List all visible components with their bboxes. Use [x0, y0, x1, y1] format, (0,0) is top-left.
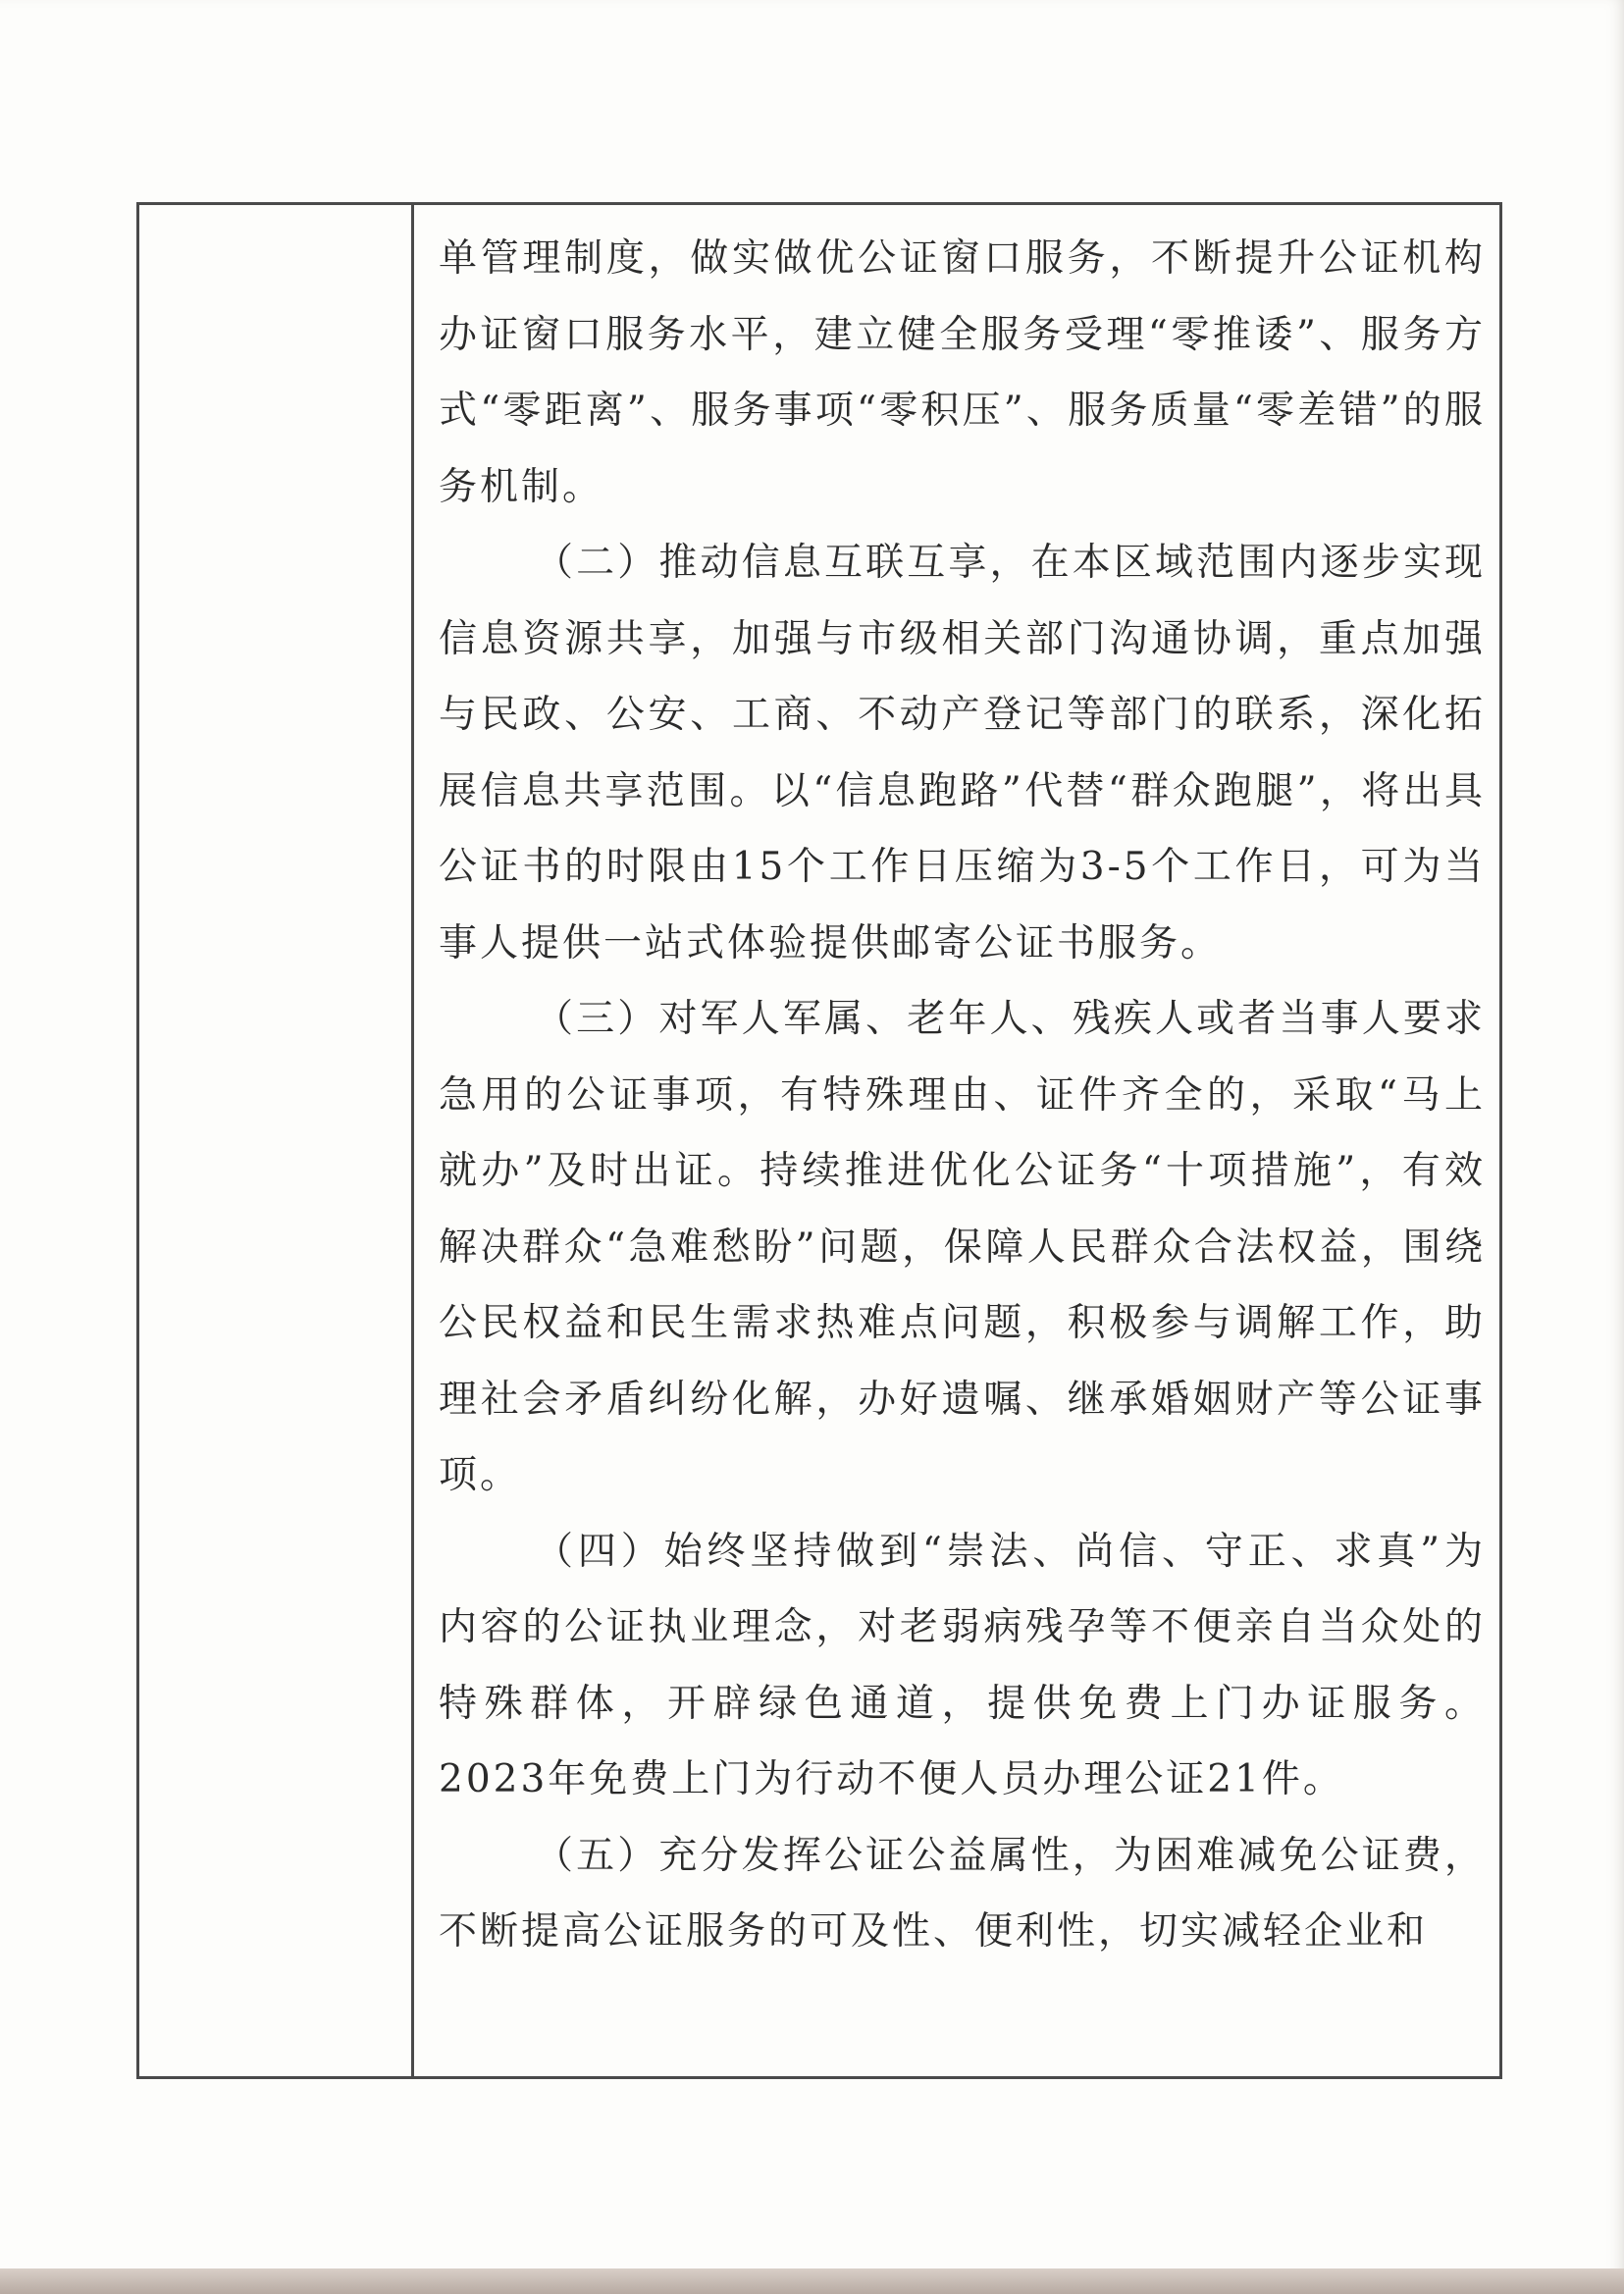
paragraph-item-2: （二）推动信息互联互享，在本区域范围内逐步实现信息资源共享，加强与市级相关部门沟通协调，重点加强与民政、公安、工商、不动产登记等部门的联系，深化拓展信息共享范围。以“信息跑路”代替“群众跑腿”，将出具公证书的时限由15个工作日压缩为3-5个工作日，可为当事人提供一站式体验提供邮寄公证书服务。: [439, 541, 1486, 965]
content-column: [417, 205, 1499, 2076]
paragraph-item-5: （五）充分发挥公证公益属性，为困难减免公证费，不断提高公证服务的可及性、便利性，切实减轻企业和: [439, 1833, 1486, 1954]
paragraph-item-3: （三）对军人军属、老年人、残疾人或者当事人要求急用的公证事项，有特殊理由、证件齐全的，采取“马上就办”及时出证。持续推进优化公证务“十项措施”，有效解决群众“急难愁盼”问题，保障人民群众合法权益，围绕公民权益和民生需求热难点问题，积极参与调解工作，助理社会矛盾纠纷化解，办好遗嘱、继承婚姻财产等公证事项。: [439, 997, 1486, 1497]
page-bottom-edge: [0, 2268, 1624, 2294]
form-table: [136, 202, 1502, 2079]
paragraph-continuation: 单管理制度，做实做优公证窗口服务，不断提升公证机构办证窗口服务水平，建立健全服务受理“零推诿”、服务方式“零距离”、服务事项“零积压”、服务质量“零差错”的服务机制。: [439, 236, 1486, 509]
label-column: [139, 205, 414, 2076]
paragraph-item-4: （四）始终坚持做到“崇法、尚信、守正、求真”为内容的公证执业理念，对老弱病残孕等不便亲自当众处的特殊群体，开辟绿色通道，提供免费上门办证服务。2023年免费上门为行动不便人员办理公证21件。: [439, 1529, 1486, 1801]
